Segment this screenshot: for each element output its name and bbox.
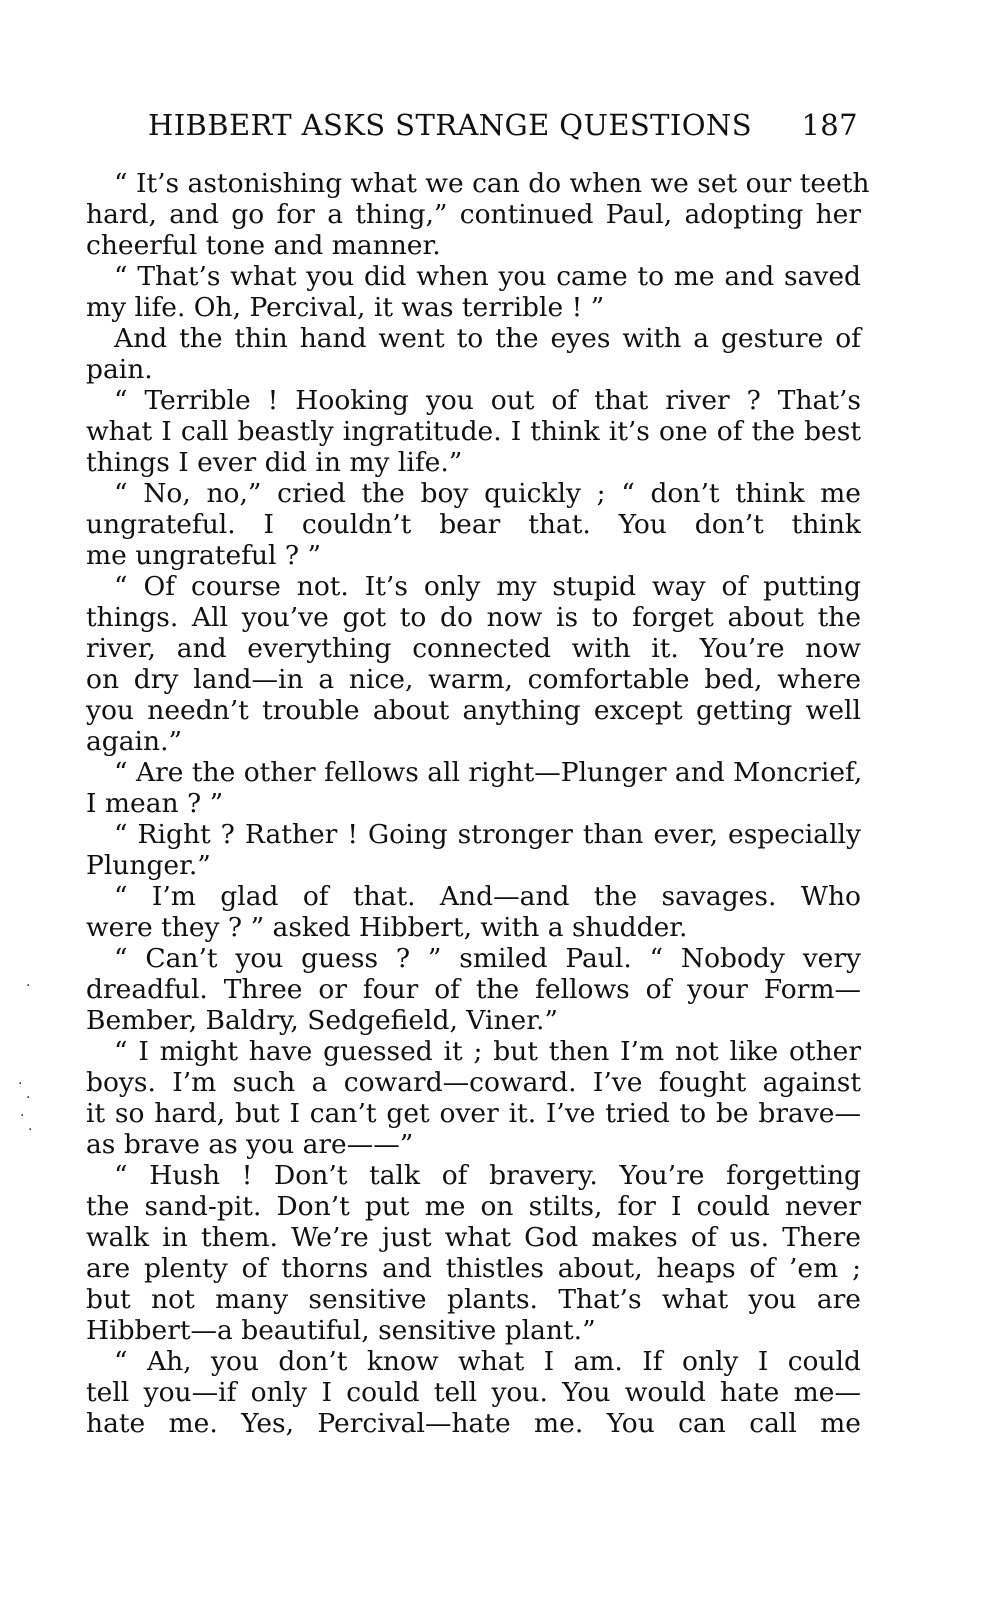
text-line: but not many sensitive plants. That’s what you are (86, 1284, 861, 1315)
margin-speck: · (26, 978, 31, 994)
text-line: Bember, Baldry, Sedgefield, Viner.” (86, 1005, 558, 1036)
text-line: And the thin hand went to the eyes with a gesture of (114, 323, 861, 354)
text-line: Plunger.” (86, 850, 211, 881)
text-line: “ Ah, you don’t know what I am. If only I could (114, 1346, 861, 1377)
text-line: again.” (86, 726, 183, 757)
margin-speck: · (26, 1090, 31, 1106)
text-line: river, and everything connected with it. You’re now (86, 633, 861, 664)
text-line: as brave as you are——” (86, 1129, 414, 1160)
text-line: “ Right ? Rather ! Going stronger than ever, especially (114, 819, 861, 850)
text-line: pain. (86, 354, 153, 385)
text-line: “ Are the other fellows all right—Plunger and Moncrief, (114, 757, 863, 788)
text-line: “ Of course not. It’s only my stupid way of putting (114, 571, 861, 602)
text-line: on dry land—in a nice, warm, comfortable bed, where (86, 664, 861, 695)
running-title: HIBBERT ASKS STRANGE QUESTIONS (148, 108, 752, 142)
text-line: you needn’t trouble about anything except getting well (86, 695, 861, 726)
text-line: I mean ? ” (86, 788, 224, 819)
text-line: it so hard, but I can’t get over it. I’ve tried to be brave— (86, 1098, 861, 1129)
text-line: “ Terrible ! Hooking you out of that river ? That’s (114, 385, 861, 416)
text-line: hate me. Yes, Percival—hate me. You can call me (86, 1408, 861, 1439)
text-line: Hibbert—a beautiful, sensitive plant.” (86, 1315, 596, 1346)
text-line: things I ever did in my life.” (86, 447, 463, 478)
text-line: me ungrateful ? ” (86, 540, 322, 571)
margin-speck: · (20, 1108, 25, 1124)
margin-speck: · (18, 1076, 23, 1092)
text-line: “ It’s astonishing what we can do when we set our teeth (114, 168, 870, 199)
text-line: hard, and go for a thing,” continued Paul, adopting her (86, 199, 861, 230)
text-line: the sand-pit. Don’t put me on stilts, for I could never (86, 1191, 861, 1222)
text-line: walk in them. We’re just what God makes of us. There (86, 1222, 861, 1253)
text-line: “ That’s what you did when you came to me and saved (114, 261, 861, 292)
body-text (86, 168, 870, 1439)
text-line: what I call beastly ingratitude. I think it’s one of the best (86, 416, 861, 447)
text-line: boys. I’m such a coward—coward. I’ve fought against (86, 1067, 861, 1098)
text-line: were they ? ” asked Hibbert, with a shudder. (86, 912, 688, 943)
text-line: are plenty of thorns and thistles about, heaps of ’em ; (86, 1253, 861, 1284)
text-line: my life. Oh, Percival, it was terrible ! ” (86, 292, 605, 323)
running-head (148, 108, 858, 148)
text-line: dreadful. Three or four of the fellows of your Form— (86, 974, 861, 1005)
text-line: tell you—if only I could tell you. You would hate me— (86, 1377, 861, 1408)
margin-speck: · (28, 1122, 33, 1138)
text-line: things. All you’ve got to do now is to forget about the (86, 602, 861, 633)
text-line: cheerful tone and manner. (86, 230, 441, 261)
page-number: 187 (801, 108, 858, 142)
text-line: “ No, no,” cried the boy quickly ; “ don’t think me (114, 478, 861, 509)
text-line: “ Can’t you guess ? ” smiled Paul. “ Nobody very (114, 943, 861, 974)
text-line: “ Hush ! Don’t talk of bravery. You’re forgetting (114, 1160, 861, 1191)
text-line: “ I’m glad of that. And—and the savages. Who (114, 881, 861, 912)
text-line: ungrateful. I couldn’t bear that. You don’t think (86, 509, 861, 540)
text-line: “ I might have guessed it ; but then I’m not like other (114, 1036, 861, 1067)
